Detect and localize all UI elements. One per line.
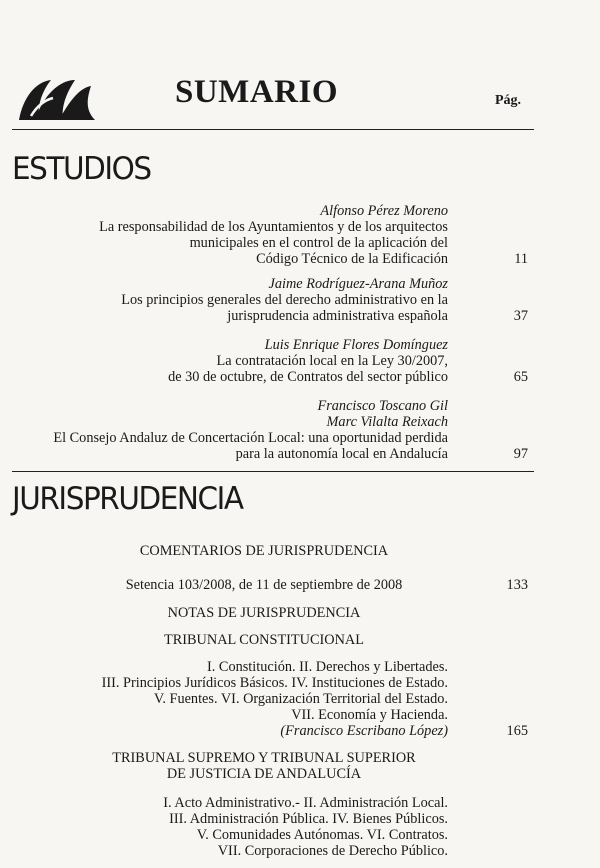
entry-title-line: I. Constitución. II. Derechos y Libertades. xyxy=(207,659,448,675)
entry-title-line: I. Acto Administrativo.- II. Administración Local. xyxy=(163,795,448,811)
entry-page-number: 165 xyxy=(506,723,528,739)
entry-author: Jaime Rodríguez-Arana Muñoz xyxy=(268,276,448,292)
entry-title-line: VII. Economía y Hacienda. xyxy=(291,707,448,723)
entry-page-number: 37 xyxy=(513,308,528,324)
entry-page-number: 65 xyxy=(513,369,528,385)
entry-title-line: III. Administración Pública. IV. Bienes Públicos. xyxy=(169,811,448,827)
subsection-title: COMENTARIOS DE JURISPRUDENCIA xyxy=(139,543,389,559)
subsection-title: TRIBUNAL SUPREMO Y TRIBUNAL SUPERIOR xyxy=(112,750,416,766)
entry-title-line: Los principios generales del derecho administrativo en la xyxy=(121,292,448,308)
entry-title-line: municipales en el control de la aplicación del xyxy=(189,235,448,251)
entry-title-line: VII. Corporaciones de Derecho Público. xyxy=(217,843,448,859)
entry-title-line: La contratación local en la Ley 30/2007, xyxy=(216,353,448,369)
entry-title-line: El Consejo Andaluz de Concertación Local: una oportunidad perdida xyxy=(53,430,448,446)
entry-author: (Francisco Escribano López) xyxy=(280,723,448,739)
section-rule xyxy=(12,471,534,472)
entry-author: Marc Vilalta Reixach xyxy=(326,414,448,430)
entry-title-line: III. Principios Jurídicos Básicos. IV. Instituciones de Estado. xyxy=(101,675,448,691)
entry-author: Francisco Toscano Gil xyxy=(317,398,448,414)
entry-title-line: de 30 de octubre, de Contratos del sector público xyxy=(168,369,448,385)
entry-title-line: jurisprudencia administrativa española xyxy=(227,308,448,324)
subsection-title: NOTAS DE JURISPRUDENCIA xyxy=(167,605,361,621)
page-column-label: Pág. xyxy=(495,93,522,108)
entry-title-line: Setencia 103/2008, de 11 de septiembre de 2008 xyxy=(125,577,403,593)
entry-page-number: 133 xyxy=(506,577,528,593)
entry-title-line: La responsabilidad de los Ayuntamientos y de los arquitectos xyxy=(99,219,448,235)
subsection-title: TRIBUNAL CONSTITUCIONAL xyxy=(163,632,364,648)
section-heading-estudios: ESTUDIOS xyxy=(12,151,151,187)
header-rule xyxy=(12,129,534,130)
entry-title-line: V. Fuentes. VI. Organización Territorial del Estado. xyxy=(153,691,448,707)
subsection-title: DE JUSTICIA DE ANDALUCÍA xyxy=(166,766,362,782)
entry-page-number: 97 xyxy=(513,446,528,462)
entry-author: Alfonso Pérez Moreno xyxy=(320,203,448,219)
entry-title-line: Código Técnico de la Edificación xyxy=(256,251,448,267)
section-heading-jurisprudencia: JURISPRUDENCIA xyxy=(12,481,243,517)
entry-page-number: 11 xyxy=(514,251,528,267)
entry-title-line: para la autonomía local en Andalucía xyxy=(235,446,448,462)
page-title: SUMARIO xyxy=(175,74,339,110)
entry-title-line: V. Comunidades Autónomas. VI. Contratos. xyxy=(196,827,448,843)
journal-logo xyxy=(17,76,97,121)
entry-author: Luis Enrique Flores Domínguez xyxy=(264,337,448,353)
